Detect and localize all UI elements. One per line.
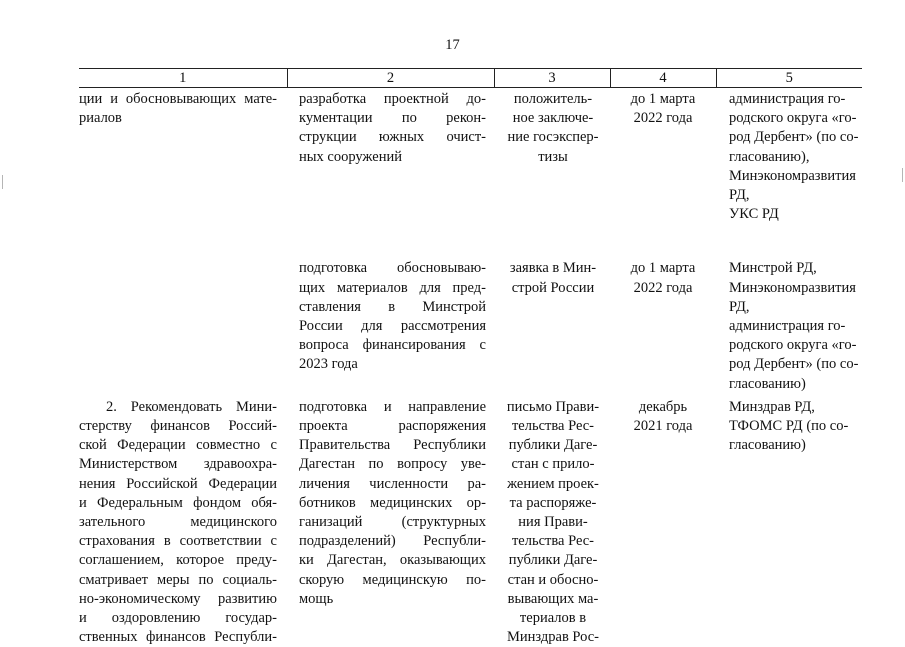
text-line: ственных финансов Республи- — [79, 629, 277, 646]
responsible-cell — [716, 259, 862, 397]
text-line: ставления в Минстрой — [299, 298, 486, 315]
text-line: териалов в — [519, 610, 587, 627]
text-line: администрация го- — [729, 318, 846, 335]
text-line: родского округа «го- — [729, 110, 857, 127]
text-line: гласованию), — [729, 148, 810, 165]
text-line: положитель- — [513, 91, 593, 107]
text-line: РД, — [729, 298, 750, 315]
text-line: 2022 года — [633, 279, 693, 296]
text-line: тизы — [538, 148, 568, 165]
page-number: 17 — [445, 37, 460, 53]
text-line: подготовка и направление — [299, 398, 486, 415]
column-header: 2 — [287, 69, 494, 88]
text-line: вопроса финансирования с — [299, 337, 486, 354]
text-line: до 1 марта — [630, 260, 696, 277]
text-line: проекта распоряжения — [299, 418, 486, 435]
text-line: личения численности ра- — [299, 475, 486, 492]
text-line: публики Даге- — [508, 437, 598, 454]
activity-cell — [287, 398, 494, 647]
task-cell — [79, 398, 287, 647]
table-row — [79, 259, 862, 397]
result-cell — [494, 259, 610, 397]
task-cell — [79, 259, 287, 397]
text-line: родского округа «го- — [729, 337, 857, 354]
text-line: ской Федерации совместно с — [79, 437, 277, 454]
deadline-cell — [610, 259, 716, 397]
text-line: сматривает меры по социаль- — [79, 571, 277, 588]
text-line: скорую медицинскую по- — [299, 571, 486, 588]
text-line: но-экономическому развитию — [79, 590, 277, 607]
text-line: струкции южных очист- — [299, 129, 486, 146]
text-line: заявка в Мин- — [509, 260, 597, 277]
activity-cell — [287, 259, 494, 397]
text-line: публики Даге- — [508, 552, 598, 569]
text-line: гласованию) — [729, 375, 806, 392]
text-line: ции и обосновывающих мате- — [79, 91, 277, 107]
text-line: кументации по рекон- — [299, 110, 486, 127]
text-line: Минэкономразвития — [729, 167, 856, 184]
text-line: письмо Прави- — [506, 398, 600, 415]
text-line: Минздрав Рос- — [507, 629, 599, 646]
text-line: гласованию) — [729, 437, 806, 454]
column-header: 4 — [610, 69, 716, 88]
task-cell — [79, 88, 287, 260]
text-line: стан с прило- — [511, 456, 595, 473]
text-line: УКС РД — [729, 206, 779, 223]
column-header-row — [79, 69, 862, 88]
text-line: ганизаций (структурных — [299, 514, 486, 531]
text-line: 2022 года — [633, 110, 693, 127]
text-line: 2. Рекомендовать Мини- — [106, 398, 277, 415]
text-line: декабрь — [638, 398, 688, 415]
text-line: вывающих ма- — [507, 590, 599, 607]
text-line: род Дербент» (по со- — [729, 356, 859, 373]
text-line: риалов — [79, 110, 122, 127]
text-line: 2021 года — [633, 418, 693, 435]
text-line: ТФОМС РД (по со- — [729, 418, 849, 435]
text-line: тельства Рес- — [511, 533, 595, 550]
deadline-cell — [610, 398, 716, 647]
text-line: Министерством здравоохра- — [79, 456, 277, 473]
text-line: Правительства Республики — [299, 437, 486, 454]
text-line: страхования в соответствии с — [79, 533, 277, 550]
result-cell — [494, 88, 610, 260]
text-line: зательного медицинского — [79, 514, 277, 531]
table-row — [79, 88, 862, 260]
activity-table — [79, 68, 862, 647]
text-line: России для рассмотрения — [299, 318, 486, 335]
text-line: род Дербент» (по со- — [729, 129, 859, 146]
text-line: та распоряже- — [509, 494, 597, 511]
text-line: Минстрой РД, — [729, 260, 817, 277]
text-line: щих материалов для пред- — [299, 279, 486, 296]
text-line: соглашением, которое преду- — [79, 552, 277, 569]
text-line: стан и обосно- — [507, 571, 599, 588]
text-line: ботников медицинских ор- — [299, 494, 486, 511]
text-line: Дагестан по вопросу уве- — [299, 456, 486, 473]
column-header: 3 — [494, 69, 610, 88]
text-line: Минэкономразвития — [729, 279, 856, 296]
text-line: мощь — [299, 590, 334, 607]
text-line: подразделений) Республи- — [299, 533, 486, 550]
text-line: подготовка обосновываю- — [299, 260, 486, 277]
text-line: жением проек- — [507, 475, 599, 492]
text-line: и Федеральным фондом обя- — [79, 494, 277, 511]
text-line: 2023 года — [299, 356, 358, 373]
text-line: стерству финансов Россий- — [79, 418, 277, 435]
text-line: РД, — [729, 187, 750, 204]
text-line: Минздрав РД, — [729, 398, 815, 415]
text-line: разработка проектной до- — [299, 91, 486, 107]
text-line: и оздоровлению государ- — [79, 610, 277, 627]
text-line: ния Прави- — [518, 514, 588, 531]
text-line: администрация го- — [729, 91, 846, 107]
result-cell — [494, 398, 610, 647]
column-header: 1 — [79, 69, 287, 88]
responsible-cell — [716, 398, 862, 647]
text-line: ки Дагестан, оказывающих — [299, 552, 486, 569]
text-line: строй России — [511, 279, 595, 296]
table-row — [79, 398, 862, 647]
responsible-cell — [716, 88, 862, 260]
text-line: нения Российской Федерации — [79, 475, 277, 492]
deadline-cell — [610, 88, 716, 260]
text-line: ние госэкспер- — [507, 129, 599, 146]
text-line: тельства Рес- — [511, 418, 595, 435]
text-line: ное заключе- — [512, 110, 594, 127]
scan-mark-right — [902, 168, 903, 182]
text-line: ных сооружений — [299, 148, 402, 165]
activity-cell — [287, 88, 494, 260]
scan-mark-left — [2, 175, 3, 189]
column-header: 5 — [716, 69, 862, 88]
text-line: до 1 марта — [630, 91, 696, 107]
